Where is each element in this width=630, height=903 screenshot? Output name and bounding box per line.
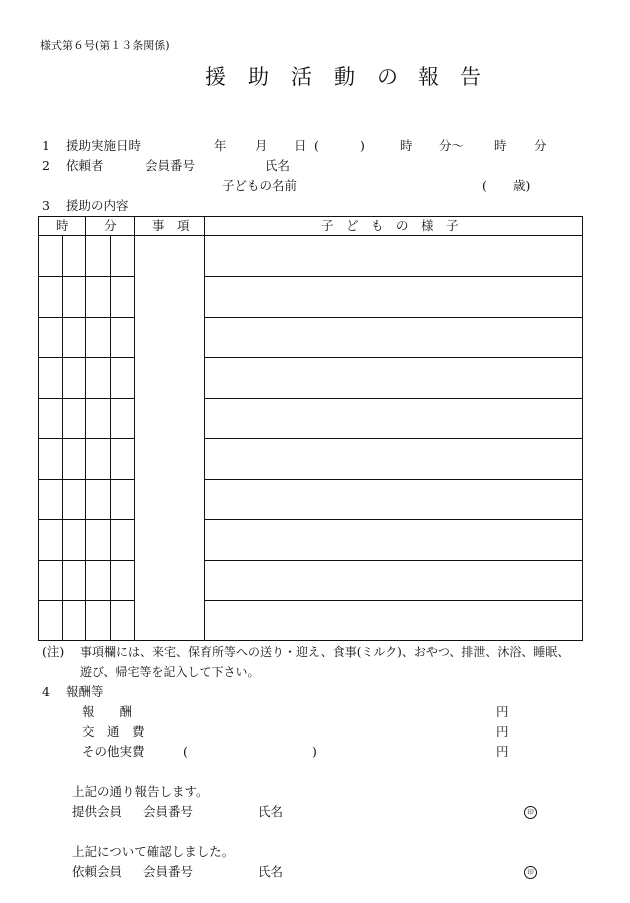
weekday-paren-open: (	[314, 138, 319, 153]
section-2-number: 2	[42, 158, 50, 173]
other-paren-open: (	[183, 744, 188, 759]
title-char: の	[377, 65, 398, 89]
other-paren-close: )	[312, 744, 317, 759]
requester-seal-icon: 印	[524, 866, 537, 879]
other-expense-label: その他実費	[82, 744, 145, 759]
transport-yen[interactable]: 円	[496, 724, 509, 739]
title-char: 援	[205, 65, 226, 89]
header-child-condition: 子 ど も の 様 子	[321, 218, 459, 233]
requester-role: 依頼会員	[72, 864, 123, 879]
header-minute: 分	[104, 218, 117, 233]
header-hour: 時	[56, 218, 69, 233]
section-4-number: 4	[42, 684, 50, 699]
fee-yen[interactable]: 円	[496, 704, 509, 719]
name-field[interactable]: 氏名	[265, 158, 291, 173]
form-id: 様式第６号(第１３条関係)	[40, 39, 170, 52]
member-number-field[interactable]: 会員番号	[145, 158, 196, 173]
end-minute-field[interactable]: 分	[534, 138, 547, 153]
section-3-label: 援助の内容	[66, 198, 129, 213]
requester-name[interactable]: 氏名	[258, 864, 284, 879]
age-field[interactable]: 歳)	[513, 178, 531, 193]
other-yen[interactable]: 円	[496, 744, 509, 759]
provider-role: 提供会員	[72, 804, 123, 819]
transport-label: 交 通 費	[82, 724, 145, 739]
provider-seal-icon: 印	[524, 806, 537, 819]
end-hour-field[interactable]: 時	[494, 138, 507, 153]
title-char: 助	[248, 65, 269, 89]
section-2-label: 依頼者	[66, 158, 104, 173]
provider-name[interactable]: 氏名	[258, 804, 284, 819]
title-char: 報	[418, 65, 439, 89]
section-4-label: 報酬等	[66, 684, 104, 699]
month-field[interactable]: 月	[255, 138, 268, 153]
fee-label: 報 酬	[82, 704, 133, 719]
provider-member-number[interactable]: 会員番号	[143, 804, 194, 819]
requester-member-number[interactable]: 会員番号	[143, 864, 194, 879]
title-char: 活	[291, 65, 312, 89]
note-line-2: 遊び、帰宅等を記入して下さい。	[80, 665, 260, 679]
table-border	[39, 217, 583, 641]
age-paren-open: (	[482, 178, 487, 193]
header-item: 事 項	[152, 218, 190, 233]
section-1-number: 1	[42, 138, 50, 153]
start-hour-field[interactable]: 時	[400, 138, 413, 153]
title-char: 動	[334, 65, 355, 89]
section-3-number: 3	[42, 198, 50, 213]
weekday-paren-close: )	[360, 138, 365, 153]
child-name-field[interactable]: 子どもの名前	[222, 178, 298, 193]
confirm-statement: 上記について確認しました。	[72, 844, 235, 859]
day-field[interactable]: 日	[294, 138, 307, 153]
report-statement: 上記の通り報告します。	[72, 784, 209, 799]
section-1-label: 援助実施日時	[66, 138, 142, 153]
start-minute-field[interactable]: 分〜	[439, 138, 465, 153]
year-field[interactable]: 年	[214, 138, 227, 153]
row-lines	[38, 277, 583, 601]
title-char: 告	[460, 65, 481, 89]
note-mark: (注)	[42, 644, 65, 659]
activity-table	[38, 216, 583, 641]
activity-table-grid	[38, 216, 583, 641]
note-line-1: 事項欄には、来宅、保育所等への送り・迎え、食事(ミルク)、おやつ、排泄、沐浴、睡眠、	[80, 645, 570, 659]
